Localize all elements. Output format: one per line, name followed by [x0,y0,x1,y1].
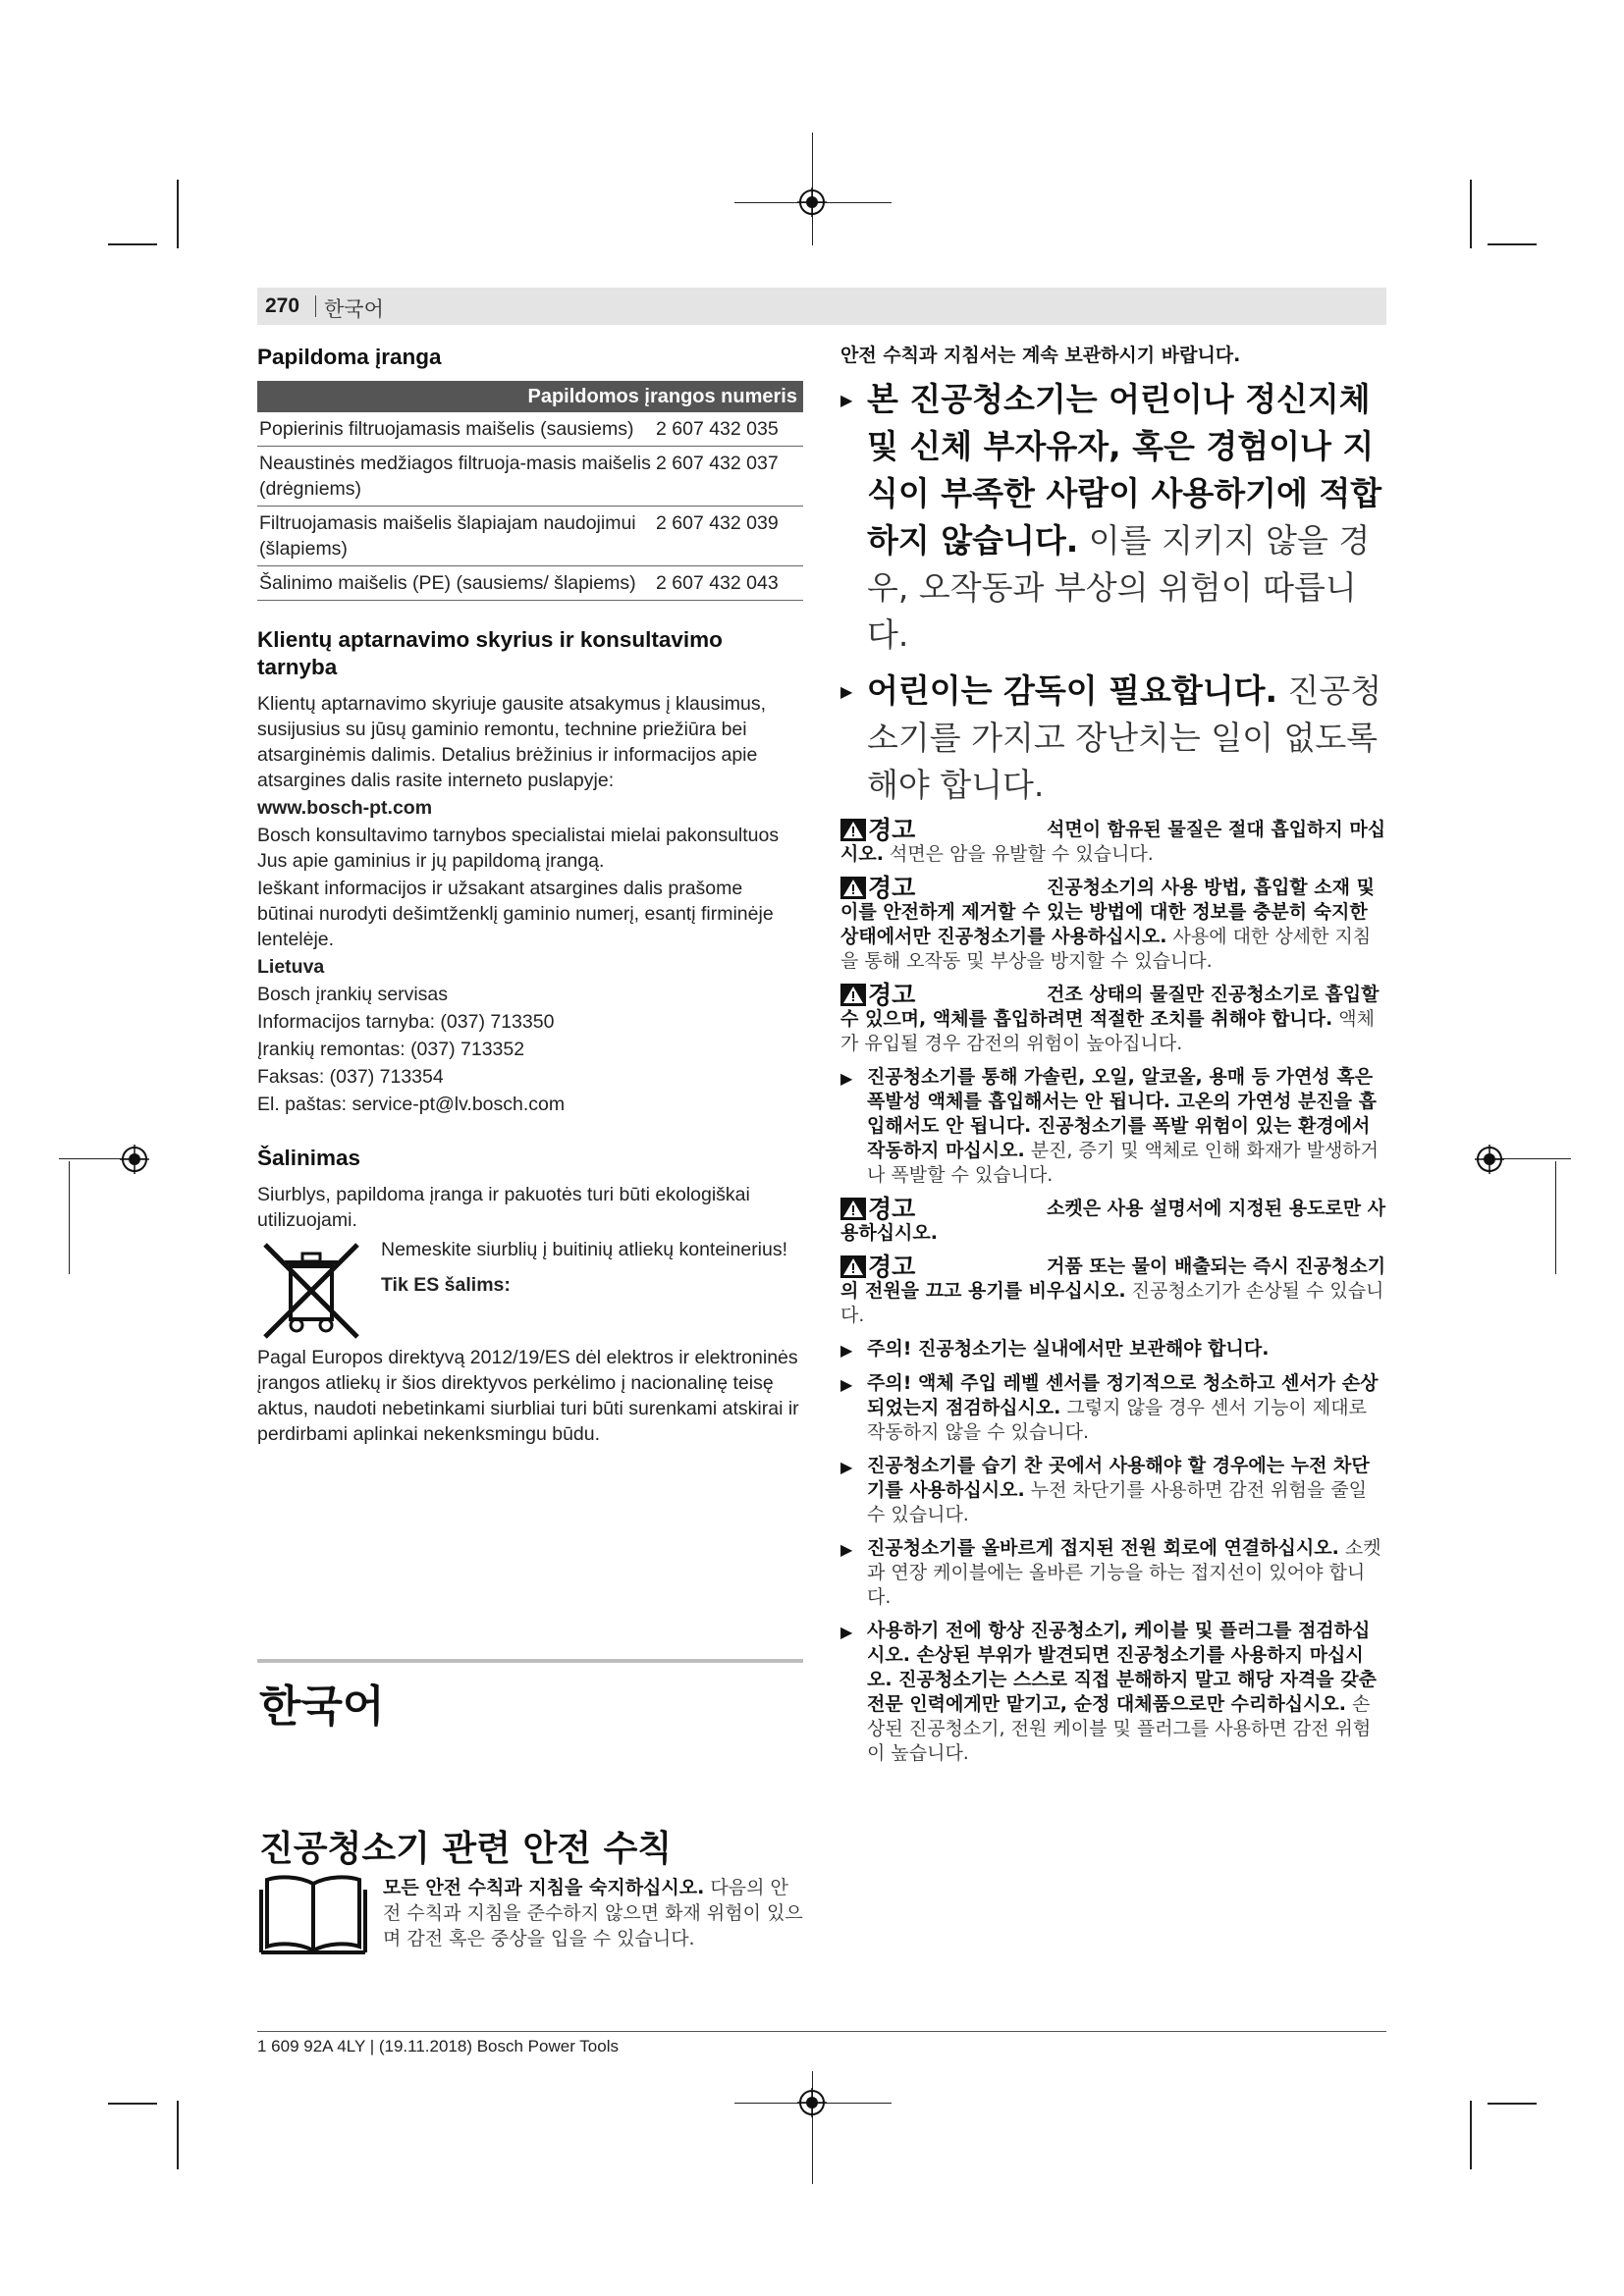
keep-instructions-note: 안전 수칙과 지침서는 계속 보관하시기 바랍니다. [840,345,1241,366]
read-manual-bold: 모든 안전 수칙과 지침을 숙지하십시오. [383,1877,705,1898]
safety-item-text: 누전 차단기를 사용하면 감전 위험을 줄일 수 있습니다. [867,1479,1367,1525]
safety-item [840,1371,1386,1445]
safety-item-text: 그렇지 않을 경우 센서 기능이 제대로 작동하지 않을 수 있습니다. [867,1397,1367,1443]
bullet-arrow-icon: ▶ [840,1375,853,1394]
language-section-title: 한국어 [259,1682,385,1732]
crop-mark [177,180,179,248]
safety-item-text: 이를 지키지 않을 경우, 오작동과 부상의 위험이 따릅니다. [867,521,1371,654]
warning-triangle-icon [840,1198,866,1220]
accessory-name: Neaustinės medžiagos filtruoja-masis maišelis (drėgniems) [259,453,651,500]
warning-label [840,1197,1047,1221]
safety-item-text: 진공청소기를 가지고 장난치는 일이 없도록 해야 합니다. [867,671,1382,804]
bullet-arrow-icon: ▶ [840,1458,853,1476]
accessory-number: 2 607 432 043 [656,572,779,594]
warning-label-text: 경고 [868,816,916,844]
accessories-column-header: Papildomos įrangos numeris [257,381,803,412]
service-paragraph: Bosch konsultavimo tarnybos specialistai mielai pakonsultuos Jus apie gaminius ir jų papildomą įrangą. [257,825,780,872]
accessories-heading: Papildoma įranga [257,345,442,369]
contact-line: Faksas: (037) 713354 [257,1066,444,1088]
contact-line: Įrankių remontas: (037) 713352 [257,1039,525,1060]
table-row [257,447,803,507]
disposal-heading: Šalinimas [257,1146,361,1170]
safety-item-bold: 진공청소기를 습기 찬 곳에서 사용해야 할 경우에는 누전 차단기를 사용하십시오. [867,1455,1370,1501]
warning-label-text: 경고 [868,1253,916,1281]
safety-item [840,1065,1386,1188]
page-number: 270 [265,294,300,317]
warning-label-text: 경고 [868,981,916,1009]
warning-triangle-icon [840,819,866,841]
warning-bold: 거품 또는 물이 배출되는 즉시 진공청소기의 전원을 끄고 용기를 비우십시오. [840,1255,1386,1302]
warning-triangle-icon [840,984,866,1006]
safety-section-title: 진공청소기 관련 안전 수칙 [259,1829,673,1869]
safety-item-bold: 진공청소기를 올바르게 접지된 전원 회로에 연결하십시오. [867,1537,1339,1559]
safety-item [840,1454,1386,1527]
bullet-arrow-icon: ▶ [840,1069,853,1088]
safety-item-bold: 진공청소기를 통해 가솔린, 오일, 알코올, 용매 등 가연성 혹은 폭발성 액체를 흡입해서는 안 됩니다. 고온의 가연성 분진을 흡입해서도 안 됩니다. 진공청소기를 폭발 위험이 있는 환경에서 작동하지 마십시오. [867,1066,1377,1161]
warning-block [840,1197,1386,1246]
safety-item-bold: 사용하기 전에 항상 진공청소기, 케이블 및 플러그를 점검하십시오. 손상된 부위가 발견되면 진공청소기를 사용하지 마십시오. 진공청소기는 스스로 직접 분해하지 말고 해당 자격을 갖춘 전문 인력에게만 맡기고, 순정 대체품으로만 수리하십시오. [867,1620,1377,1715]
accessory-name: Popierinis filtruojamasis maišelis (sausiems) [259,418,634,440]
accessories-table [257,381,803,601]
safety-item [840,376,1386,659]
table-row [257,566,803,601]
warning-text: 사용에 대한 상세한 지침을 통해 오작동 및 부상을 방지할 수 있습니다. [840,926,1372,972]
crop-mark [69,1161,70,1274]
registration-mark-icon [120,1145,149,1174]
safety-item-bold: 주의! 액체 주입 레벨 센서를 정기적으로 청소하고 센서가 손상되었는지 점검하십시오. [867,1372,1379,1418]
safety-item [840,1536,1386,1610]
warning-label [840,818,1047,842]
service-paragraph: Klientų aptarnavimo skyriuje gausite atsakymus į klausimus, susijusius su jūsų gaminio remontu, technine priežiūra bei atsarginėmis dalimis. Detalius brėžinius ir informacijos apie atsargines dalis rasite interneto puslapyje: [257,693,767,791]
service-url-link[interactable]: www.bosch-pt.com [257,797,433,819]
safety-item-bold: 본 진공청소기는 어린이나 정신지체 및 신체 부자유자, 혹은 경험이나 지식이 부족한 사람이 사용하기에 적합하지 않습니다. [867,380,1382,560]
safety-item-bold: 주의! 진공청소기는 실내에서만 보관해야 합니다. [867,1338,1270,1360]
accessory-number: 2 607 432 037 [656,453,779,474]
bullet-arrow-icon: ▶ [840,1341,853,1360]
crop-mark [1470,180,1472,248]
contact-line: Bosch įrankių servisas [257,984,448,1005]
disposal-paragraph: Pagal Europos direktyvą 2012/19/ES dėl elektros ir elektroninės įrangos atliekų ir šios direktyvos perkėlimo į nacionalinę teisę aktus, naudoti nebetinkami siurbliai turi būti surenkami atskirai ir perdirbami aplinkai nekenksmingu būdu. [257,1347,799,1445]
accessory-number: 2 607 432 035 [656,418,779,440]
read-manual-text: 다음의 안전 수칙과 지침을 준수하지 않으면 화재 위험이 있으며 감전 혹은 중상을 입을 수 있습니다. [383,1877,803,1949]
eu-label: Tik ES šalims: [381,1274,511,1296]
read-manual-icon [259,1870,367,1958]
crop-mark [1555,1161,1556,1274]
safety-item-text: 손상된 진공청소기, 전원 케이블 및 플러그를 사용하면 감전 위험이 높습니다. [867,1693,1372,1764]
registration-mark-icon [1475,1145,1504,1174]
warning-text: 진공청소기가 손상될 수 있습니다. [840,1280,1384,1326]
crop-mark [1470,2101,1472,2169]
warning-label [840,1255,1047,1279]
bullet-arrow-icon: ▶ [840,1623,853,1641]
warning-triangle-icon [840,877,866,899]
bullet-arrow-icon: ▶ [840,391,853,409]
disposal-paragraph: Nemeskite siurblių į buitinių atliekų konteinerius! [381,1239,788,1260]
warning-text: 액체가 유입될 경우 감전의 위험이 높아집니다. [840,1008,1375,1054]
warning-label-text: 경고 [868,1195,916,1223]
safety-item [840,1337,1386,1362]
contact-line: Informacijos tarnyba: (037) 713350 [257,1011,555,1033]
crop-mark [177,2101,179,2169]
safety-item-text: 소켓과 연장 케이블에는 올바른 기능을 하는 접지선이 있어야 합니다. [867,1537,1381,1608]
warning-block [840,876,1386,974]
footer-divider [257,2031,1386,2032]
safety-item-bold: 어린이는 감독이 필요합니다. [867,671,1278,710]
read-manual-note [383,1875,805,1951]
page-header-bar [257,288,1386,325]
bullet-arrow-icon: ▶ [840,1540,853,1559]
disposal-paragraph: Siurblys, papildoma įranga ir pakuotės turi būti ekologiškai utilizuojami. [257,1184,750,1231]
page-footer: 1 609 92A 4LY | (19.11.2018) Bosch Power Tools [257,2037,619,2056]
crossed-out-bin-icon [257,1237,365,1345]
accessory-number: 2 607 432 039 [656,512,779,534]
warning-bold: 진공청소기의 사용 방법, 흡입할 소재 및 이를 안전하게 제거할 수 있는 방법에 대한 정보를 충분히 숙지한 상태에서만 진공청소기를 사용하십시오. [840,877,1375,947]
header-divider [315,295,316,317]
crop-mark [108,243,157,245]
service-paragraph: Ieškant informacijos ir užsakant atsargines dalis prašome būtinai nurodyti dešimtženklį gaminio numerį, esantį firminėje lentelėje. [257,878,774,950]
registration-mark-icon [797,2088,827,2117]
table-row [257,412,803,447]
warning-triangle-icon [840,1255,866,1278]
right-column [840,344,1386,1775]
warning-block [840,1255,1386,1328]
contact-line: El. paštas: service-pt@lv.bosch.com [257,1094,566,1115]
warning-text: 석면은 암을 유발할 수 있습니다. [883,843,1154,865]
warning-bold: 석면이 함유된 물질은 절대 흡입하지 마십시오. [840,819,1386,865]
country-label: Lietuva [257,956,325,978]
crop-mark [108,2103,157,2105]
warning-label-text: 경고 [868,874,916,902]
section-divider [257,1659,803,1663]
safety-item [840,1619,1386,1766]
warning-bold: 건조 상태의 물질만 진공청소기로 흡입할 수 있으며, 액체를 흡입하려면 적절한 조치를 취해야 합니다. [840,984,1380,1030]
warning-bold: 소켓은 사용 설명서에 지정된 용도로만 사용하십시오. [840,1198,1386,1244]
table-row [257,507,803,566]
registration-mark-icon [797,187,827,217]
crop-mark [1488,2103,1537,2105]
warning-label [840,983,1047,1007]
bullet-arrow-icon: ▶ [840,682,853,701]
service-heading: Klientų aptarnavimo skyrius ir konsultavimo tarnyba [257,627,723,679]
safety-item-text: 분진, 증기 및 액체로 인해 화재가 발생하거나 폭발할 수 있습니다. [867,1140,1380,1186]
warning-block [840,818,1386,867]
accessory-name: Filtruojamasis maišelis šlapiajam naudojimui (šlapiems) [259,512,636,560]
left-column [257,344,803,1449]
warning-label [840,876,1047,900]
crop-mark [1488,243,1537,245]
safety-item [840,667,1386,809]
weee-notice [257,1237,803,1345]
warning-block [840,983,1386,1056]
header-language: 한국어 [324,297,384,321]
accessory-name: Šalinimo maišelis (PE) (sausiems/ šlapiems) [259,572,636,594]
